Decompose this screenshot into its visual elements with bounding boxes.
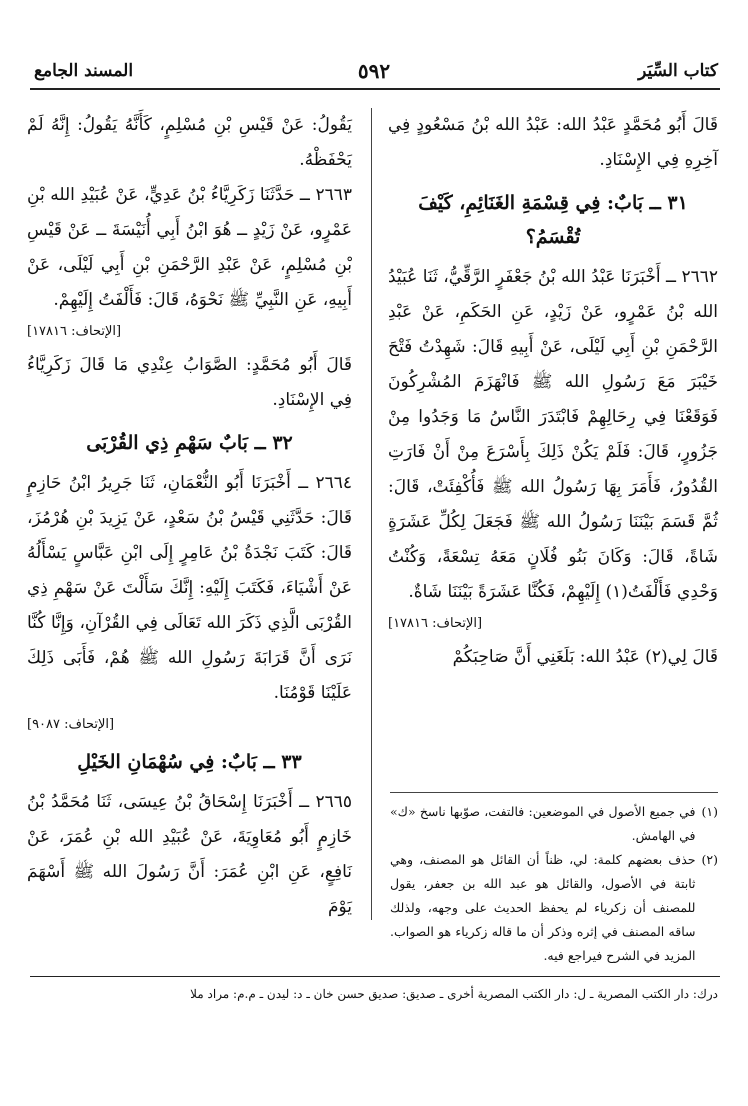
- right-paragraph-1: قَالَ أَبُو مُحَمَّدٍ عَبْدُ الله: عَبْدُ الله بْنُ مَسْعُودٍ فِي آخِرِهِ فِي الإِسْنَادِ.: [388, 115, 718, 170]
- chapter-heading-33: ٣٣ ــ بَابٌ: فِي سُهْمَانِ الخَيْلِ: [77, 751, 302, 773]
- manuscript-sigla: درك: دار الكتب المصرية ـ ل: دار الكتب المصرية أخرى ـ صديق: صديق حسن خان ـ د: ليدن ـ م.م: مراد ملا: [190, 987, 718, 1001]
- ithaf-reference: [الإتحاف: ٩٠٨٧]: [27, 717, 115, 732]
- right-paragraph-3: قَالَ لِي(٢) عَبْدُ الله: بَلَغَنِي أَنَّ صَاحِبَكُمْ: [452, 647, 718, 667]
- page-number: ٥٩٢: [357, 59, 391, 83]
- hadith-2663: ٢٦٦٣ ــ حَدَّثَنَا زَكَرِيَّاءُ بْنُ عَدِيٍّ، عَنْ عُبَيْدِ الله بْنِ عَمْرٍو، عَنْ زَيْدٍ ــ هُوَ ابْنُ أَبِي أُنَيْسَةَ ــ عَنْ قَيْسِ بْنِ مُسْلِمٍ، عَنْ عَبْدِ الرَّحْمَنِ بْنِ أَبِي لَيْلَى، عَنْ أَبِيهِ، عَنِ النَّبِيِّ ﷺ نَحْوَهُ، قَالَ: فَأَلْفَتُ إِلَيْهِمْ.: [27, 185, 352, 310]
- left-paragraph-1: يَقُولُ: عَنْ قَيْسِ بْنِ مُسْلِمٍ، كَأَنَّهُ يَقُولُ: إِنَّهُ لَمْ يَحْفَظْهُ.: [27, 115, 352, 170]
- footnote-1: [390, 800, 718, 848]
- left-column: [27, 108, 352, 925]
- footer-rule: [30, 976, 720, 977]
- footnote-2: [390, 848, 718, 968]
- left-paragraph-3: قَالَ أَبُو مُحَمَّدٍ: الصَّوَابُ عِنْدِي مَا قَالَ زَكَرِيَّاءُ فِي الإِسْنَادِ.: [27, 355, 352, 410]
- footnotes: [390, 800, 718, 968]
- footnote-number: (٢): [701, 852, 718, 867]
- chapter-heading-32: ٣٢ ــ بَابٌ سَهْمِ ذِي القُرْبَى: [86, 432, 293, 454]
- right-column: [388, 108, 718, 675]
- hadith-2664: ٢٦٦٤ ــ أَخْبَرَنَا أَبُو النُّعْمَانِ، ثَنَا جَرِيرُ ابْنُ حَازِمٍ قَالَ: حَدَّثَنِي قَيْسُ بْنُ سَعْدٍ، عَنْ يَزِيدَ بْنِ هُرْمُزَ، قَالَ: كَتَبَ نَجْدَةُ بْنُ عَامِرٍ إِلَى ابْنِ عَبَّاسٍ يَسْأَلُهُ عَنْ أَشْيَاءَ، فَكَتَبَ إِلَيْهِ: إِنَّكَ سَأَلْتَ عَنْ سَهْمِ ذِي القُرْبَى الَّذِي ذَكَرَ الله تَعَالَى فِي القُرْآنِ، وَإِنَّا كُنَّا نَرَى أَنَّ قَرَابَةَ رَسُولِ الله ﷺ هُمْ، فَأَبَى ذَلِكَ عَلَيْنَا قَوْمُنَا.: [27, 473, 352, 703]
- header-rule: [30, 88, 720, 90]
- footnote-text: حذف بعضهم كلمة: لي، ظناً أن القائل هو المصنف، وهي ثابتة في الأصول، والقائل هو عبد الله بن جعفر، يقول للمصنف أن زكرياء لم يحفظ الحديث على وجهه، ولذلك ساقه المصنف في إثره وذكر أن ما قاله زكرياء هو الصواب. المزيد في الشرح فيراجع فيه.: [390, 852, 696, 963]
- hadith-2662: ٢٦٦٢ ــ أَخْبَرَنَا عَبْدُ الله بْنُ جَعْفَرٍ الرَّقِّيُّ، ثَنَا عُبَيْدُ الله بْنُ عَمْرٍو، عَنْ زَيْدٍ، عَنِ الحَكَمِ، عَنْ عَبْدِ الرَّحْمَنِ بْنِ أَبِي لَيْلَى، عَنْ أَبِيهِ قَالَ: شَهِدْتُ فَتْحَ خَيْبَرَ مَعَ رَسُولِ الله ﷺ فَانْهَزَمَ المُشْرِكُونَ فَوَقَعْنَا فِي رِحَالِهِمْ فَابْتَدَرَ النَّاسُ مَا وَجَدُوا مِنْ جَزُورٍ، قَالَ: فَلَمْ يَكُنْ ذَلِكَ بِأَسْرَعَ مِنْ أَنْ فَارَتِ القُدُورُ، فَأَمَرَ بِهَا رَسُولُ الله ﷺ فَأُكْفِئَتْ، قَالَ: ثُمَّ قَسَمَ بَيْنَنَا رَسُولُ الله ﷺ فَجَعَلَ لِكُلِّ عَشَرَةٍ شَاةً، قَالَ: وَكَانَ بَنُو فُلَانٍ مَعَهُ تِسْعَةً، وَكُنْتُ وَحْدِي فَأَلْفَتُ(١) إِلَيْهِمْ، فَكُنَّا عَشَرَةً بَيْنَنَا شَاةٌ.: [388, 267, 718, 602]
- ithaf-reference: [الإتحاف: ١٧٨١٦]: [27, 324, 122, 339]
- footnote-rule: [390, 792, 718, 793]
- footnote-number: (١): [701, 804, 718, 819]
- running-head-book-title: كتاب السِّيَر: [638, 61, 718, 81]
- hadith-2665: ٢٦٦٥ ــ أَخْبَرَنَا إِسْحَاقُ بْنُ عِيسَى، ثَنَا مُحَمَّدُ بْنُ خَازِمٍ أَبُو مُعَاوِيَةَ، عَنْ عُبَيْدِ الله بْنِ عُمَرَ، عَنْ نَافِعٍ، عَنِ ابْنِ عُمَرَ: أَنَّ رَسُولَ الله ﷺ أَسْهَمَ يَوْمَ: [27, 792, 352, 917]
- chapter-heading-31: ٣١ ــ بَابٌ: فِي قِسْمَةِ الغَنَائِمِ، كَيْفَ تُقْسَمُ؟: [418, 192, 688, 248]
- column-divider: [371, 108, 372, 920]
- ithaf-reference: [الإتحاف: ١٧٨١٦]: [388, 616, 483, 631]
- running-head-series-title: المسند الجامع: [34, 61, 134, 81]
- footnote-text: في جميع الأصول في الموضعين: فالتفت، صوّبها ناسخ «ك» في الهامش.: [390, 804, 696, 843]
